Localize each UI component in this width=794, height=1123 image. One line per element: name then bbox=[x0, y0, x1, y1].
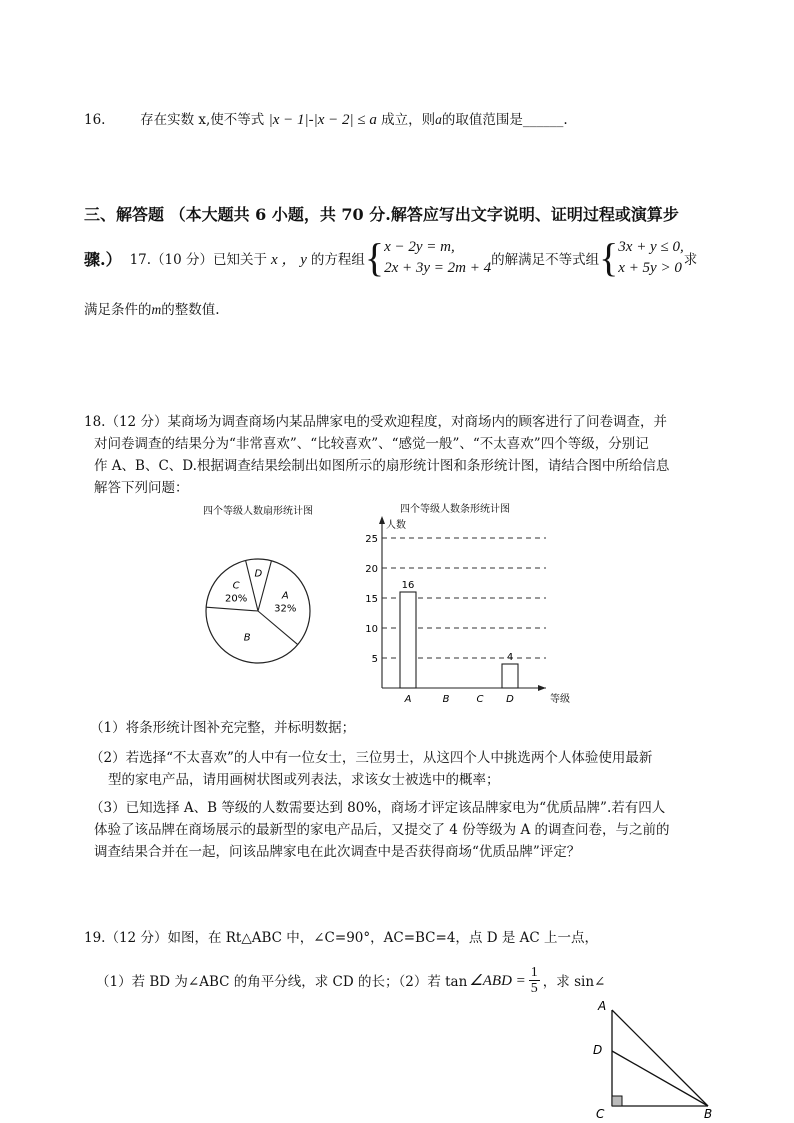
pie-chart bbox=[190, 500, 350, 670]
q19-fraction bbox=[529, 965, 540, 996]
pie-slice-percent-C: 20% bbox=[225, 593, 248, 605]
q17-line1 bbox=[84, 236, 697, 280]
q17-ineq-brace: { bbox=[599, 235, 619, 280]
q16-expr: |x − 1|-|x − 2| ≤ a bbox=[268, 112, 377, 128]
q17-vars: x ， y bbox=[271, 251, 307, 268]
q18-part1: （1）将条形统计图补充完整，并标明数据； bbox=[90, 720, 356, 736]
q17-system-brace: { bbox=[364, 235, 385, 280]
q17-line2-var: m bbox=[151, 302, 162, 317]
q19-part1 bbox=[96, 958, 605, 1002]
q19-angle: ∠ABD = bbox=[469, 972, 526, 989]
segment-ab bbox=[612, 1010, 708, 1106]
label-a: A bbox=[598, 999, 607, 1013]
section3-title-cont: 骤.） bbox=[84, 249, 122, 269]
q16-var: a bbox=[435, 112, 442, 127]
q18-line1: 18.（12 分）某商场为调查商场内某品牌家电的受欢迎程度，对商场内的顾客进行了问卷调查，并 bbox=[84, 414, 667, 430]
q18-part3-l2: 体验了该品牌在商场展示的最新型的家电产品后，又提交了 4 份等级为 A 的调查问卷，与之前的 bbox=[94, 822, 670, 838]
bar-x-axis-arrow bbox=[538, 685, 546, 691]
bar-xtick-C: C bbox=[476, 694, 484, 705]
pie-slice-label-B: B bbox=[243, 632, 251, 644]
bar-ytick-25: 25 bbox=[365, 534, 378, 545]
q17-mid: 的方程组 bbox=[310, 252, 365, 268]
q16-number: 16. bbox=[84, 112, 106, 128]
pie-slice-label-C: C bbox=[232, 580, 240, 592]
q19-part1-text: （1）若 BD 为∠ABC 的角平分线，求 CD 的长；（2）若 tan bbox=[96, 974, 468, 990]
bar-title: 四个等级人数条形统计图 bbox=[400, 504, 510, 515]
pie-slice-label-A: A bbox=[281, 590, 289, 602]
bar-y-axis-arrow bbox=[379, 516, 385, 524]
q18-line2: 对问卷调查的结果分为“非常喜欢”、“比较喜欢”、“感觉一般”、“不太喜欢”四个等级，分别记 bbox=[94, 436, 649, 452]
q16 bbox=[84, 108, 568, 129]
bar-xtick-A: A bbox=[404, 694, 412, 705]
pie-title: 四个等级人数扇形统计图 bbox=[203, 506, 313, 517]
q16-text-prefix: 存在实数 x,使不等式 bbox=[140, 112, 265, 128]
label-d: D bbox=[593, 1043, 603, 1057]
triangle-figure bbox=[588, 994, 718, 1120]
label-c: C bbox=[596, 1107, 605, 1120]
pie-slice-label-D: D bbox=[254, 568, 263, 580]
right-angle-mark bbox=[612, 1096, 622, 1106]
q17-eq2: 2x + 3y = 2m + 4 bbox=[384, 260, 492, 276]
bar-value-label-D: 4 bbox=[506, 652, 514, 663]
q19-line1: 19.（12 分）如图，在 Rt△ABC 中，∠C=90°，AC=BC=4，点 D 是 AC 上一点， bbox=[84, 930, 598, 946]
label-b: B bbox=[704, 1107, 713, 1120]
bar-xlabel: 等级 bbox=[550, 694, 570, 705]
bar-ytick-10: 10 bbox=[365, 624, 378, 635]
q17-lead: 17.（10 分）已知关于 bbox=[129, 252, 268, 268]
q17-tail: 求 bbox=[683, 252, 698, 268]
bar-ytick-5: 5 bbox=[371, 654, 378, 665]
bar-xtick-D: D bbox=[506, 694, 514, 705]
q18-part2-l2: 型的家电产品，请用画树状图或列表法，求该女士被选中的概率； bbox=[108, 772, 500, 788]
q16-text-suffix: 的取值范围是______. bbox=[441, 112, 568, 128]
q19-frac-den: 5 bbox=[530, 980, 538, 996]
q17-mid2: 的解满足不等式组 bbox=[491, 252, 600, 268]
bar-ytick-20: 20 bbox=[365, 564, 378, 575]
section3-title: 三、解答题 （本大题共 6 小题，共 70 分.解答应写出文字说明、证明过程或演算步 bbox=[84, 205, 679, 224]
bar-value-label-A: 16 bbox=[401, 580, 415, 591]
q18-line3: 作 A、B、C、D.根据调查结果绘制出如图所示的扇形统计图和条形统计图，请结合图中所给信息 bbox=[94, 458, 670, 474]
segment-db bbox=[612, 1051, 708, 1106]
bar-A bbox=[400, 592, 416, 688]
q17-line2-b: 的整数值. bbox=[161, 302, 220, 318]
q18-line4: 解答下列问题： bbox=[94, 480, 189, 496]
q17-eq1: x − 2y = m, bbox=[384, 239, 455, 255]
q18-part3-l1: （3）已知选择 A、B 等级的人数需要达到 80%，商场才评定该品牌家电为“优质品牌”.若有四人 bbox=[90, 800, 666, 816]
q17-ineq2: x + 5y > 0 bbox=[618, 260, 682, 276]
q17-ineq1: 3x + y ≤ 0, bbox=[618, 239, 684, 255]
q16-text-middle: 成立，则 bbox=[381, 112, 436, 128]
q18-part2-l1: （2）若选择“不太喜欢”的人中有一位女士，三位男士，从这四个人中挑选两个人体验使用最新 bbox=[90, 750, 653, 766]
bar-D bbox=[502, 664, 518, 688]
q17-line2 bbox=[84, 298, 220, 318]
pie-slice-percent-A: 32% bbox=[274, 603, 297, 615]
bar-ytick-15: 15 bbox=[365, 594, 378, 605]
bar-ylabel: 人数 bbox=[386, 520, 406, 531]
bar-xtick-B: B bbox=[442, 694, 450, 705]
bar-chart bbox=[360, 498, 590, 708]
q17-line2-a: 满足条件的 bbox=[84, 302, 152, 318]
q19-frac-num: 1 bbox=[530, 964, 538, 980]
q18-part3-l3: 调查结果合并在一起，问该品牌家电在此次调查中是否获得商场“优质品牌”评定？ bbox=[94, 844, 581, 860]
q19-tail: ，求 sin∠ bbox=[542, 974, 606, 990]
